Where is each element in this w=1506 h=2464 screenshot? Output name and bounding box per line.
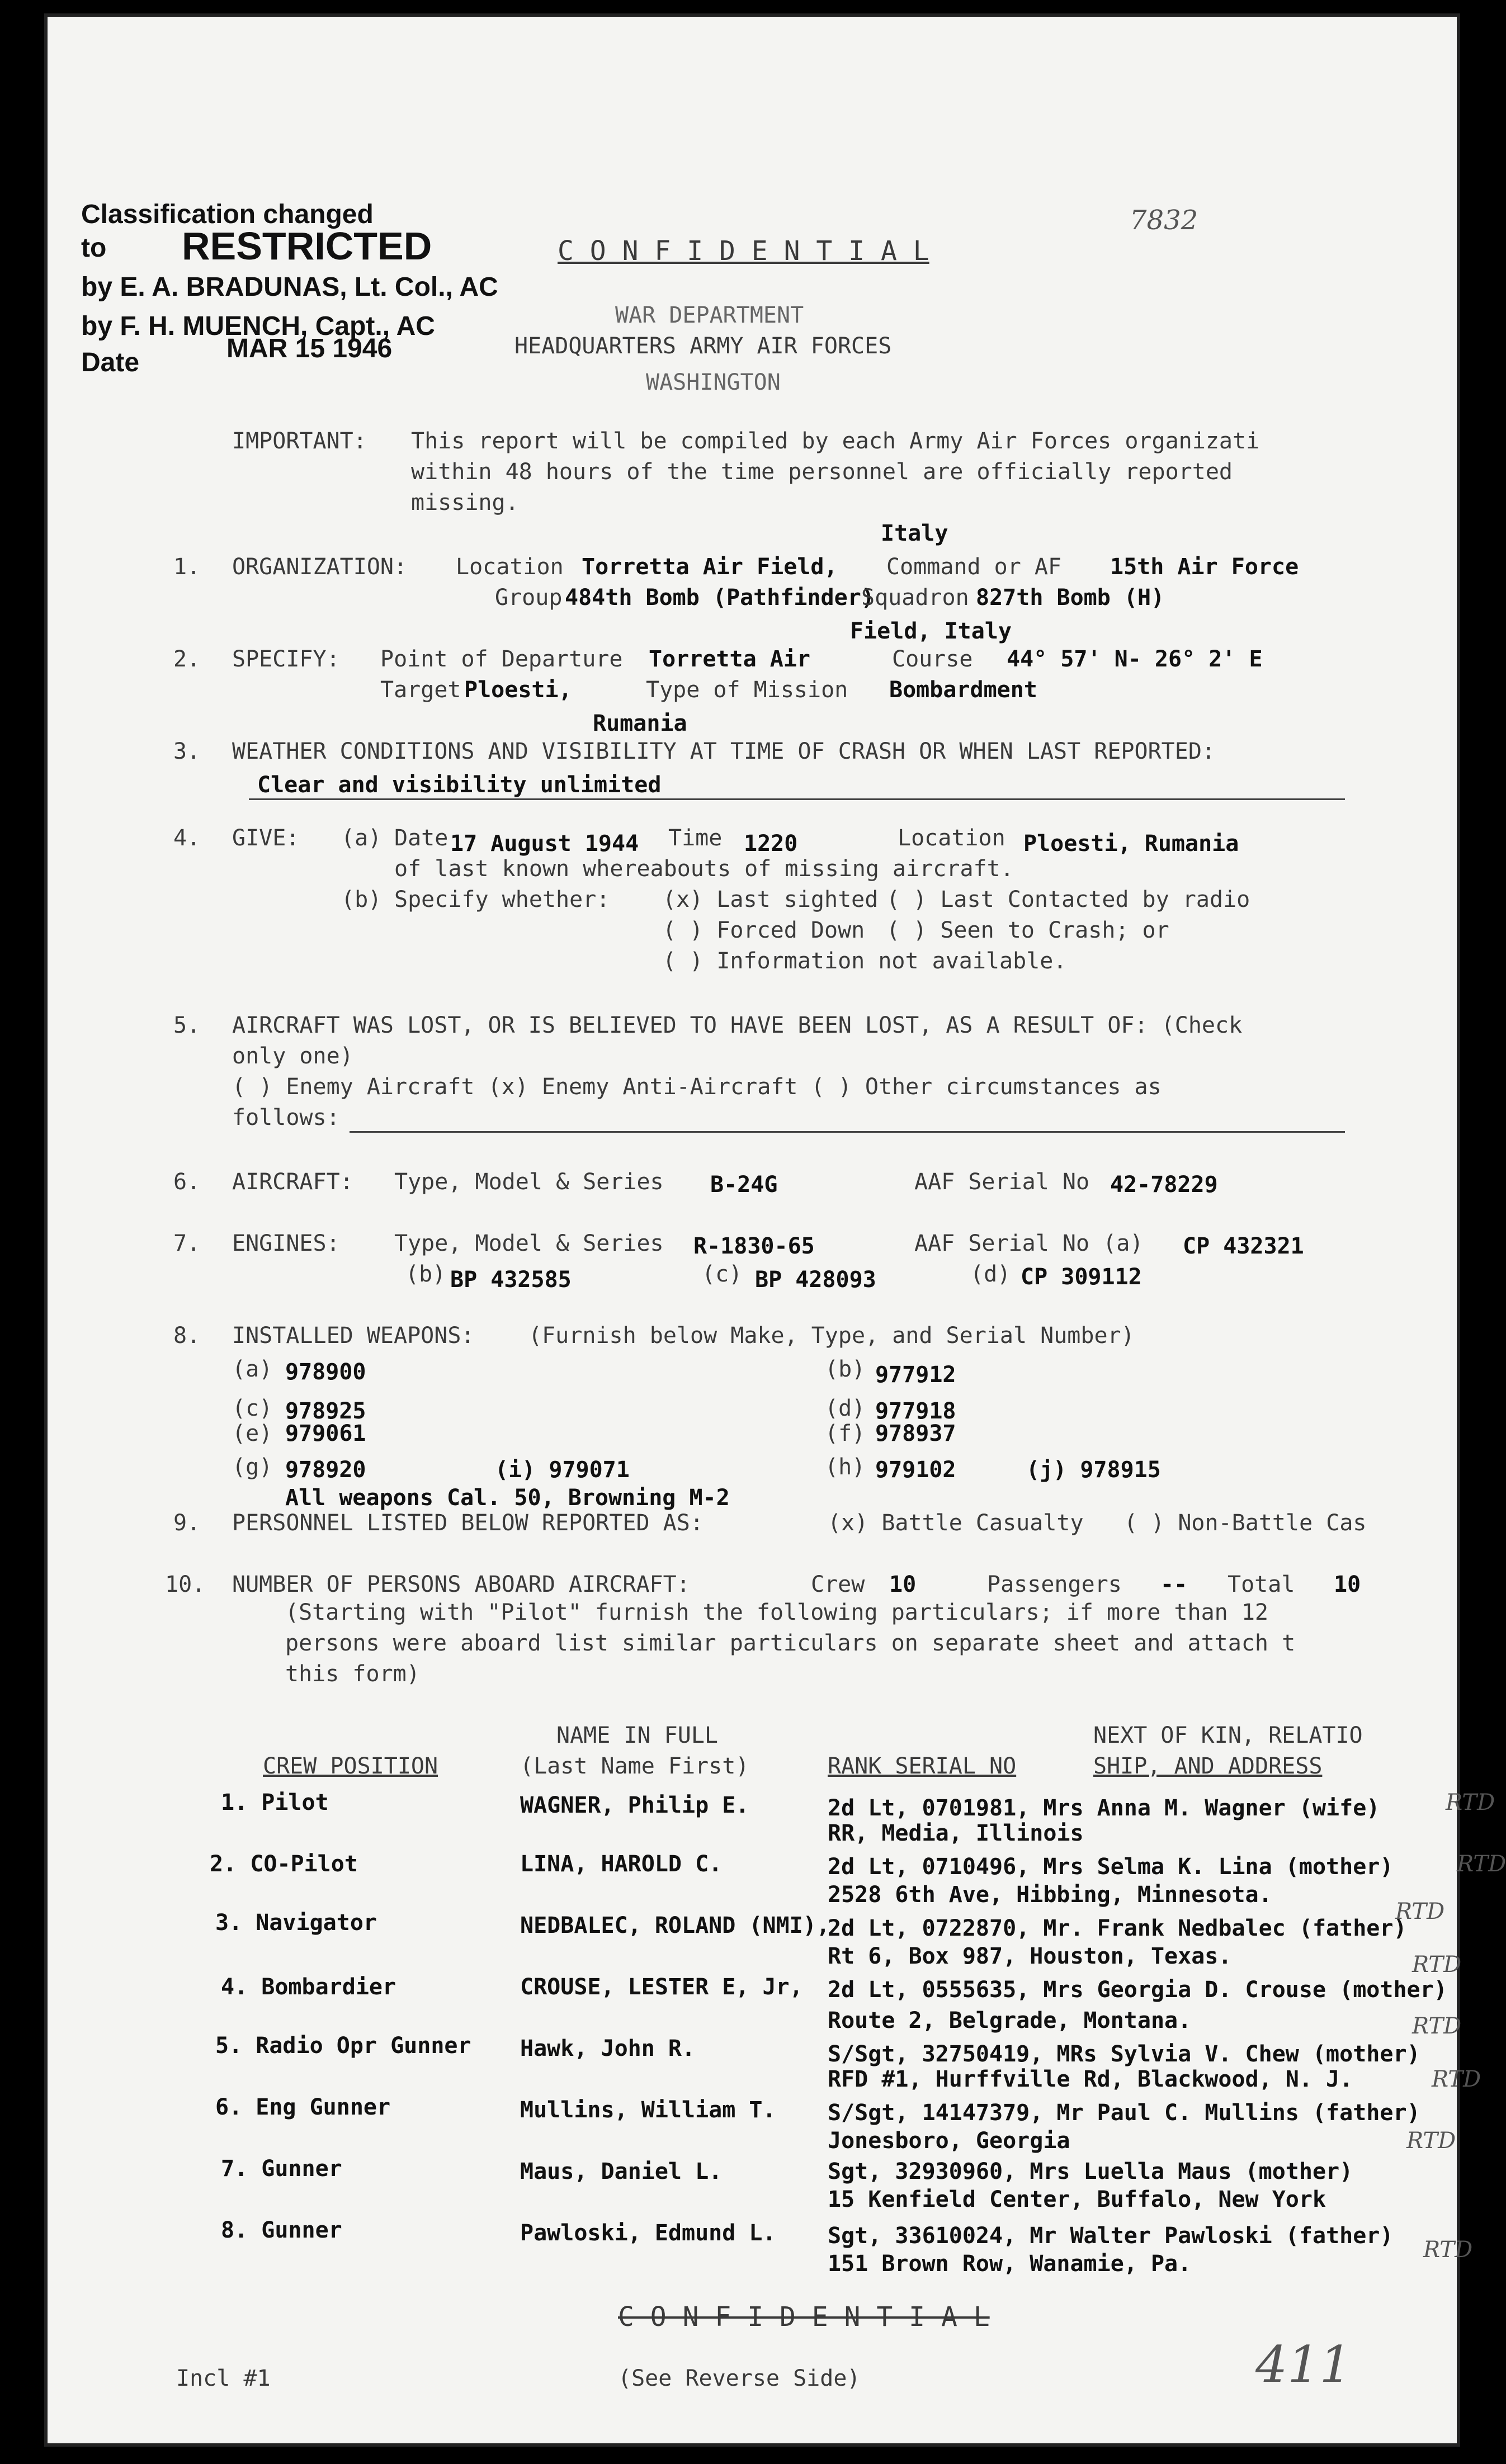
weapons-number: 8. (173, 1323, 201, 1349)
important-line-3: missing. (411, 490, 519, 515)
crew-position: 3. Navigator (215, 1910, 377, 1936)
crew-position: 6. Eng Gunner (215, 2094, 391, 2120)
crew-address: 2528 6th Ave, Hibbing, Minnesota. (828, 1882, 1272, 1908)
spec-target-label: Target (380, 677, 461, 703)
aboard-total-value: 10 (1334, 1572, 1361, 1597)
engines-serial-label: AAF Serial No (a) (914, 1231, 1144, 1256)
crew-address: RR, Media, Illinois (828, 1820, 1084, 1846)
engines-serial-c: BP 428093 (755, 1267, 876, 1293)
stamp-by-2: by F. H. MUENCH, Capt., AC (81, 311, 435, 341)
give-date-value: 17 August 1944 (450, 831, 639, 857)
org-squadron-label: Squadron (861, 585, 969, 611)
crew-position: 7. Gunner (221, 2156, 342, 2182)
give-opt-seen-crash: ( ) Seen to Crash; or (886, 918, 1169, 943)
aircraft-serial-value: 42-78229 (1110, 1172, 1218, 1198)
stamp-classification-changed: Classification changed (81, 200, 374, 229)
weapon-f-label: (f) (825, 1421, 866, 1446)
header-department: WAR DEPARTMENT (615, 302, 804, 328)
personnel-opt-battle: (x) Battle Casualty (828, 1510, 1084, 1536)
header-confidential: C O N F I D E N T I A L (558, 235, 929, 267)
crew-position: 1. Pilot (221, 1790, 329, 1815)
personnel-number: 9. (173, 1510, 201, 1536)
aircraft-type-value: B-24G (710, 1172, 778, 1198)
spec-label: SPECIFY: (232, 646, 340, 672)
stamp-date-value: MAR 15 1946 (226, 334, 393, 363)
weapon-c-label: (c) (232, 1396, 273, 1421)
crew-position: 4. Bombardier (221, 1974, 396, 2000)
important-label: IMPORTANT: (232, 428, 367, 454)
crew-rank-kin: Sgt, 32930960, Mrs Luella Maus (mother) (828, 2159, 1353, 2184)
org-group-value: 484th Bomb (Pathfinder) (565, 585, 875, 611)
give-date-label: Date (394, 825, 449, 851)
weapon-a-label: (a) (232, 1356, 273, 1382)
footer-confidential: C O N F I D E N T I A L (618, 2301, 990, 2333)
org-location-label: Location (456, 554, 564, 580)
give-opt-forced-down: ( ) Forced Down (663, 918, 865, 943)
give-time-value: 1220 (744, 831, 798, 857)
crew-rtd-mark: RTD (1406, 2128, 1456, 2154)
lost-line-2: only one) (232, 1043, 353, 1069)
lost-options: ( ) Enemy Aircraft (x) Enemy Anti-Aircraft ( ) Other circumstances as (232, 1074, 1162, 1100)
org-command-label: Command or AF (886, 554, 1062, 580)
aboard-note-3: this form) (285, 1661, 420, 1687)
aboard-note-1: (Starting with "Pilot" furnish the following particulars; if more than 12 (285, 1600, 1268, 1625)
spec-target-value: Ploesti, (464, 677, 572, 703)
crew-address: Route 2, Belgrade, Montana. (828, 2008, 1192, 2033)
crew-header-kin-1: NEXT OF KIN, RELATIO (1093, 1723, 1363, 1748)
give-opt-last-sighted: (x) Last sighted (663, 887, 879, 912)
engines-c-label: (c) (702, 1261, 743, 1287)
aboard-passengers-label: Passengers (987, 1572, 1122, 1597)
weapon-h-label: (h) (825, 1454, 866, 1480)
weapon-d: 977918 (875, 1398, 956, 1424)
crew-name: Mullins, William T. (520, 2097, 776, 2123)
weapon-g-label: (g) (232, 1454, 273, 1480)
stamp-by-1: by E. A. BRADUNAS, Lt. Col., AC (81, 272, 498, 302)
document-page (48, 17, 1506, 2443)
weapon-c: 978925 (285, 1398, 366, 1424)
crew-header-name-2: (Last Name First) (520, 1753, 749, 1779)
weapon-g: 978920 (285, 1457, 366, 1483)
crew-rtd-mark: RTD (1412, 2013, 1462, 2039)
important-line-2: within 48 hours of the time personnel are officially reported (411, 459, 1233, 485)
weather-number: 3. (173, 739, 201, 764)
crew-address: Jonesboro, Georgia (828, 2128, 1070, 2154)
give-a-label: (a) (341, 825, 382, 851)
weapons-instructions: (Furnish below Make, Type, and Serial Number) (528, 1323, 1135, 1349)
crew-name: NEDBALEC, ROLAND (NMI), (520, 1913, 830, 1938)
spec-mission-label: Type of Mission (646, 677, 848, 703)
crew-position: 5. Radio Opr Gunner (215, 2033, 471, 2059)
crew-header-kin-2: SHIP, AND ADDRESS (1093, 1753, 1323, 1779)
crew-rank-kin: 2d Lt, 0710496, Mrs Selma K. Lina (mother) (828, 1854, 1394, 1880)
stamp-to-label: to (81, 233, 107, 263)
give-number: 4. (173, 825, 201, 851)
spec-course-value: 44° 57' N- 26° 2' E (1007, 646, 1263, 672)
crew-rank-kin: Sgt, 33610024, Mr Walter Pawloski (father) (828, 2223, 1394, 2249)
crew-rtd-mark: RTD (1423, 2237, 1473, 2263)
crew-position: 8. Gunner (221, 2217, 342, 2243)
spec-course-label: Course (892, 646, 973, 672)
engines-type-label: Type, Model & Series (394, 1231, 664, 1256)
weapon-b: 977912 (875, 1362, 956, 1388)
document-number: 7832 (1130, 205, 1198, 236)
aboard-total-label: Total (1228, 1572, 1295, 1597)
aboard-passengers-value: -- (1160, 1572, 1188, 1597)
crew-name: Hawk, John R. (520, 2036, 696, 2061)
org-location-value: Torretta Air Field, (582, 554, 838, 580)
aircraft-label: AIRCRAFT: (232, 1169, 353, 1195)
crew-name: LINA, HAROLD C. (520, 1851, 723, 1877)
crew-address: 15 Kenfield Center, Buffalo, New York (828, 2187, 1326, 2212)
engines-serial-b: BP 432585 (450, 1267, 572, 1293)
lost-number: 5. (173, 1013, 201, 1038)
spec-number: 2. (173, 646, 201, 672)
engines-serial-d: CP 309112 (1021, 1264, 1142, 1290)
weapon-a: 978900 (285, 1359, 366, 1385)
crew-rtd-mark: RTD (1432, 2066, 1481, 2092)
org-command-value: 15th Air Force (1110, 554, 1299, 580)
crew-rank-kin: S/Sgt, 14147379, Mr Paul C. Mullins (father) (828, 2100, 1420, 2126)
lost-line-1: AIRCRAFT WAS LOST, OR IS BELIEVED TO HAVE BEEN LOST, AS A RESULT OF: (Check (232, 1013, 1243, 1038)
crew-rtd-mark: RTD (1412, 1952, 1462, 1978)
give-location-value: Ploesti, Rumania (1023, 831, 1239, 857)
give-specify-label: Specify whether: (394, 887, 610, 912)
give-whereabouts: of last known whereabouts of missing aircraft. (394, 856, 1014, 882)
give-opt-last-contacted: ( ) Last Contacted by radio (886, 887, 1250, 912)
org-number: 1. (173, 554, 201, 580)
engines-b-label: (b) (405, 1261, 446, 1287)
give-location-label: Location (898, 825, 1005, 851)
crew-rank-kin: 2d Lt, 0722870, Mr. Frank Nedbalec (father) (828, 1916, 1407, 1941)
spec-departure-value-2: Field, Italy (850, 618, 1012, 644)
spec-target-value-2: Rumania (593, 711, 687, 736)
crew-name: CROUSE, LESTER E, Jr, (520, 1974, 803, 2000)
weapon-e-label: (e) (232, 1421, 273, 1446)
engines-number: 7. (173, 1231, 201, 1256)
weapon-e: 979061 (285, 1421, 366, 1446)
weapon-j: (j) 978915 (1026, 1457, 1161, 1483)
spec-departure-label: Point of Departure (380, 646, 623, 672)
aboard-number: 10. (165, 1572, 206, 1597)
give-b-label: (b) (341, 887, 382, 912)
crew-header-rank: RANK SERIAL NO (828, 1753, 1017, 1779)
crew-position: 2. CO-Pilot (210, 1851, 358, 1877)
weather-label: WEATHER CONDITIONS AND VISIBILITY AT TIME OF CRASH OR WHEN LAST REPORTED: (232, 739, 1215, 764)
header-headquarters: HEADQUARTERS ARMY AIR FORCES (514, 333, 892, 359)
personnel-label: PERSONNEL LISTED BELOW REPORTED AS: (232, 1510, 704, 1536)
aboard-note-2: persons were aboard list similar particulars on separate sheet and attach t (285, 1630, 1296, 1656)
weather-underline (249, 798, 1345, 800)
weapons-label: INSTALLED WEAPONS: (232, 1323, 475, 1349)
weapon-f: 978937 (875, 1421, 956, 1446)
weather-value: Clear and visibility unlimited (257, 772, 662, 798)
crew-rank-kin: S/Sgt, 32750419, MRs Sylvia V. Chew (mother) (828, 2041, 1420, 2067)
org-label: ORGANIZATION: (232, 554, 408, 580)
engines-label: ENGINES: (232, 1231, 340, 1256)
crew-address: 151 Brown Row, Wanamie, Pa. (828, 2251, 1192, 2277)
weapon-b-label: (b) (825, 1356, 866, 1382)
crew-name: Maus, Daniel L. (520, 2159, 723, 2184)
stamp-restricted: RESTRICTED (182, 224, 432, 268)
lost-follows-underline (350, 1131, 1345, 1133)
crew-name: Pawloski, Edmund L. (520, 2220, 776, 2246)
crew-header-position: CREW POSITION (263, 1753, 438, 1779)
crew-rank-kin: 2d Lt, 0701981, Mrs Anna M. Wagner (wife) (828, 1795, 1380, 1821)
crew-rank-kin: 2d Lt, 0555635, Mrs Georgia D. Crouse (mother) (828, 1977, 1447, 2003)
aircraft-serial-label: AAF Serial No (914, 1169, 1090, 1195)
aboard-label: NUMBER OF PERSONS ABOARD AIRCRAFT: (232, 1572, 690, 1597)
weapon-i: (i) 979071 (495, 1457, 630, 1483)
weapon-h: 979102 (875, 1457, 956, 1483)
give-label: GIVE: (232, 825, 300, 851)
org-group-label: Group (495, 585, 563, 611)
org-location-country: Italy (881, 521, 948, 546)
important-line-1: This report will be compiled by each Army Air Forces organizati (411, 428, 1260, 454)
weapons-note: All weapons Cal. 50, Browning M-2 (285, 1485, 730, 1511)
aboard-crew-label: Crew (811, 1572, 865, 1597)
engines-d-label: (d) (970, 1261, 1011, 1287)
give-time-label: Time (668, 825, 723, 851)
header-city: WASHINGTON (646, 370, 781, 395)
give-opt-info-na: ( ) Information not available. (663, 948, 1067, 974)
crew-rtd-mark: RTD (1446, 1790, 1495, 1815)
weapon-d-label: (d) (825, 1396, 866, 1421)
crew-address: RFD #1, Hurffville Rd, Blackwood, N. J. (828, 2066, 1353, 2092)
aboard-crew-value: 10 (889, 1572, 917, 1597)
engines-serial-a: CP 432321 (1183, 1233, 1304, 1259)
org-squadron-value: 827th Bomb (H) (976, 585, 1165, 611)
spec-departure-value: Torretta Air (649, 646, 810, 672)
footer-see-reverse: (See Reverse Side) (618, 2366, 861, 2391)
aircraft-number: 6. (173, 1169, 201, 1195)
crew-header-name-1: NAME IN FULL (556, 1723, 718, 1748)
stamp-date-label: Date (81, 348, 140, 377)
engines-type-value: R-1830-65 (693, 1233, 815, 1259)
crew-name: WAGNER, Philip E. (520, 1793, 749, 1818)
personnel-opt-nonbattle: ( ) Non-Battle Cas (1124, 1510, 1367, 1536)
spec-mission-value: Bombardment (889, 677, 1037, 703)
crew-address: Rt 6, Box 987, Houston, Texas. (828, 1943, 1232, 1969)
aircraft-type-label: Type, Model & Series (394, 1169, 664, 1195)
footer-inclosure: Incl #1 (176, 2366, 271, 2391)
crew-rtd-mark: RTD (1395, 1899, 1445, 1924)
footer-page-number: 411 (1255, 2335, 1352, 2394)
lost-follows-label: follows: (232, 1105, 340, 1131)
crew-rtd-mark: RTD (1457, 1851, 1506, 1877)
